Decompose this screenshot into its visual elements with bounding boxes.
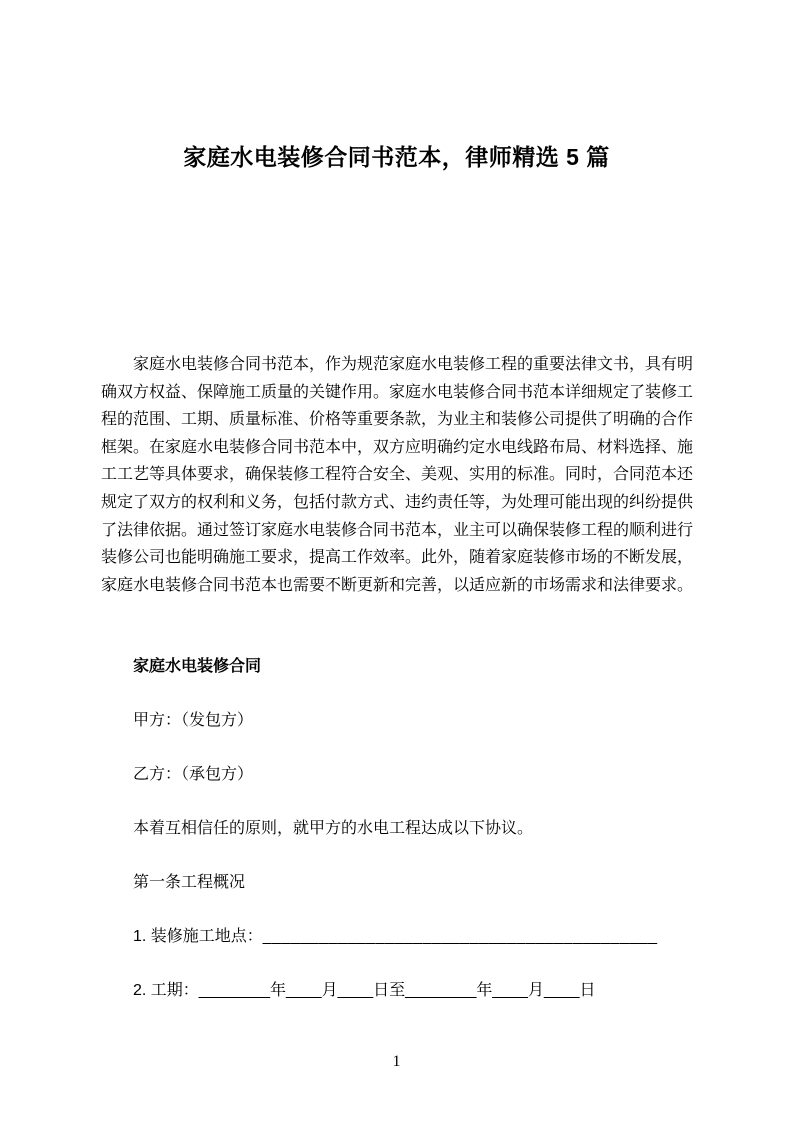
party-b-line: 乙方：（承包方） [133,766,254,783]
construction-period-line: 2. 工期：________年____月____日至________年____月____日 [133,982,596,999]
construction-site-line [101,925,693,949]
construction-site-label: 1. 装修施工地点： [133,928,263,945]
page-number: 1 [392,1053,401,1070]
party-a-line: 甲方：（发包方） [133,712,254,729]
preamble-line: 本着互相信任的原则，就甲方的水电工程达成以下协议。 [133,820,534,837]
construction-site-blank: __________________________________________ [262,928,658,945]
intro-paragraph: 家庭水电装修合同书范本，作为规范家庭水电装修工程的重要法律文书，具有明确双方权益、保障施工质量的关键作用。家庭水电装修合同书范本详细规定了装修工程的范围、工期、质量标准、价格等重要条款，为业主和装修公司提供了明确的合作框架。在家庭水电装修合同书范本中，双方应明确约定水电线路布局、材料选择、施工工艺等具体要求，确保装修工程符合安全、美观、实用的标准。同时，合同范本还规定了双方的权利和义务，包括付款方式、违约责任等，为处理可能出现的纠纷提供了法律依据。通过签订家庭水电装修合同书范本，业主可以确保装修工程的顺利进行装修公司也能明确施工要求，提高工作效率。此外，随着家庭装修市场的不断发展，家庭水电装修合同书范本也需要不断更新和完善，以适应新的市场需求和法律要求。 [101,356,694,594]
article-1-heading: 第一条工程概况 [133,874,246,891]
contract-heading: 家庭水电装修合同 [133,658,262,675]
contract-body [101,655,693,1033]
document-title: 家庭水电装修合同书范本，律师精选 5 篇 [183,144,610,170]
